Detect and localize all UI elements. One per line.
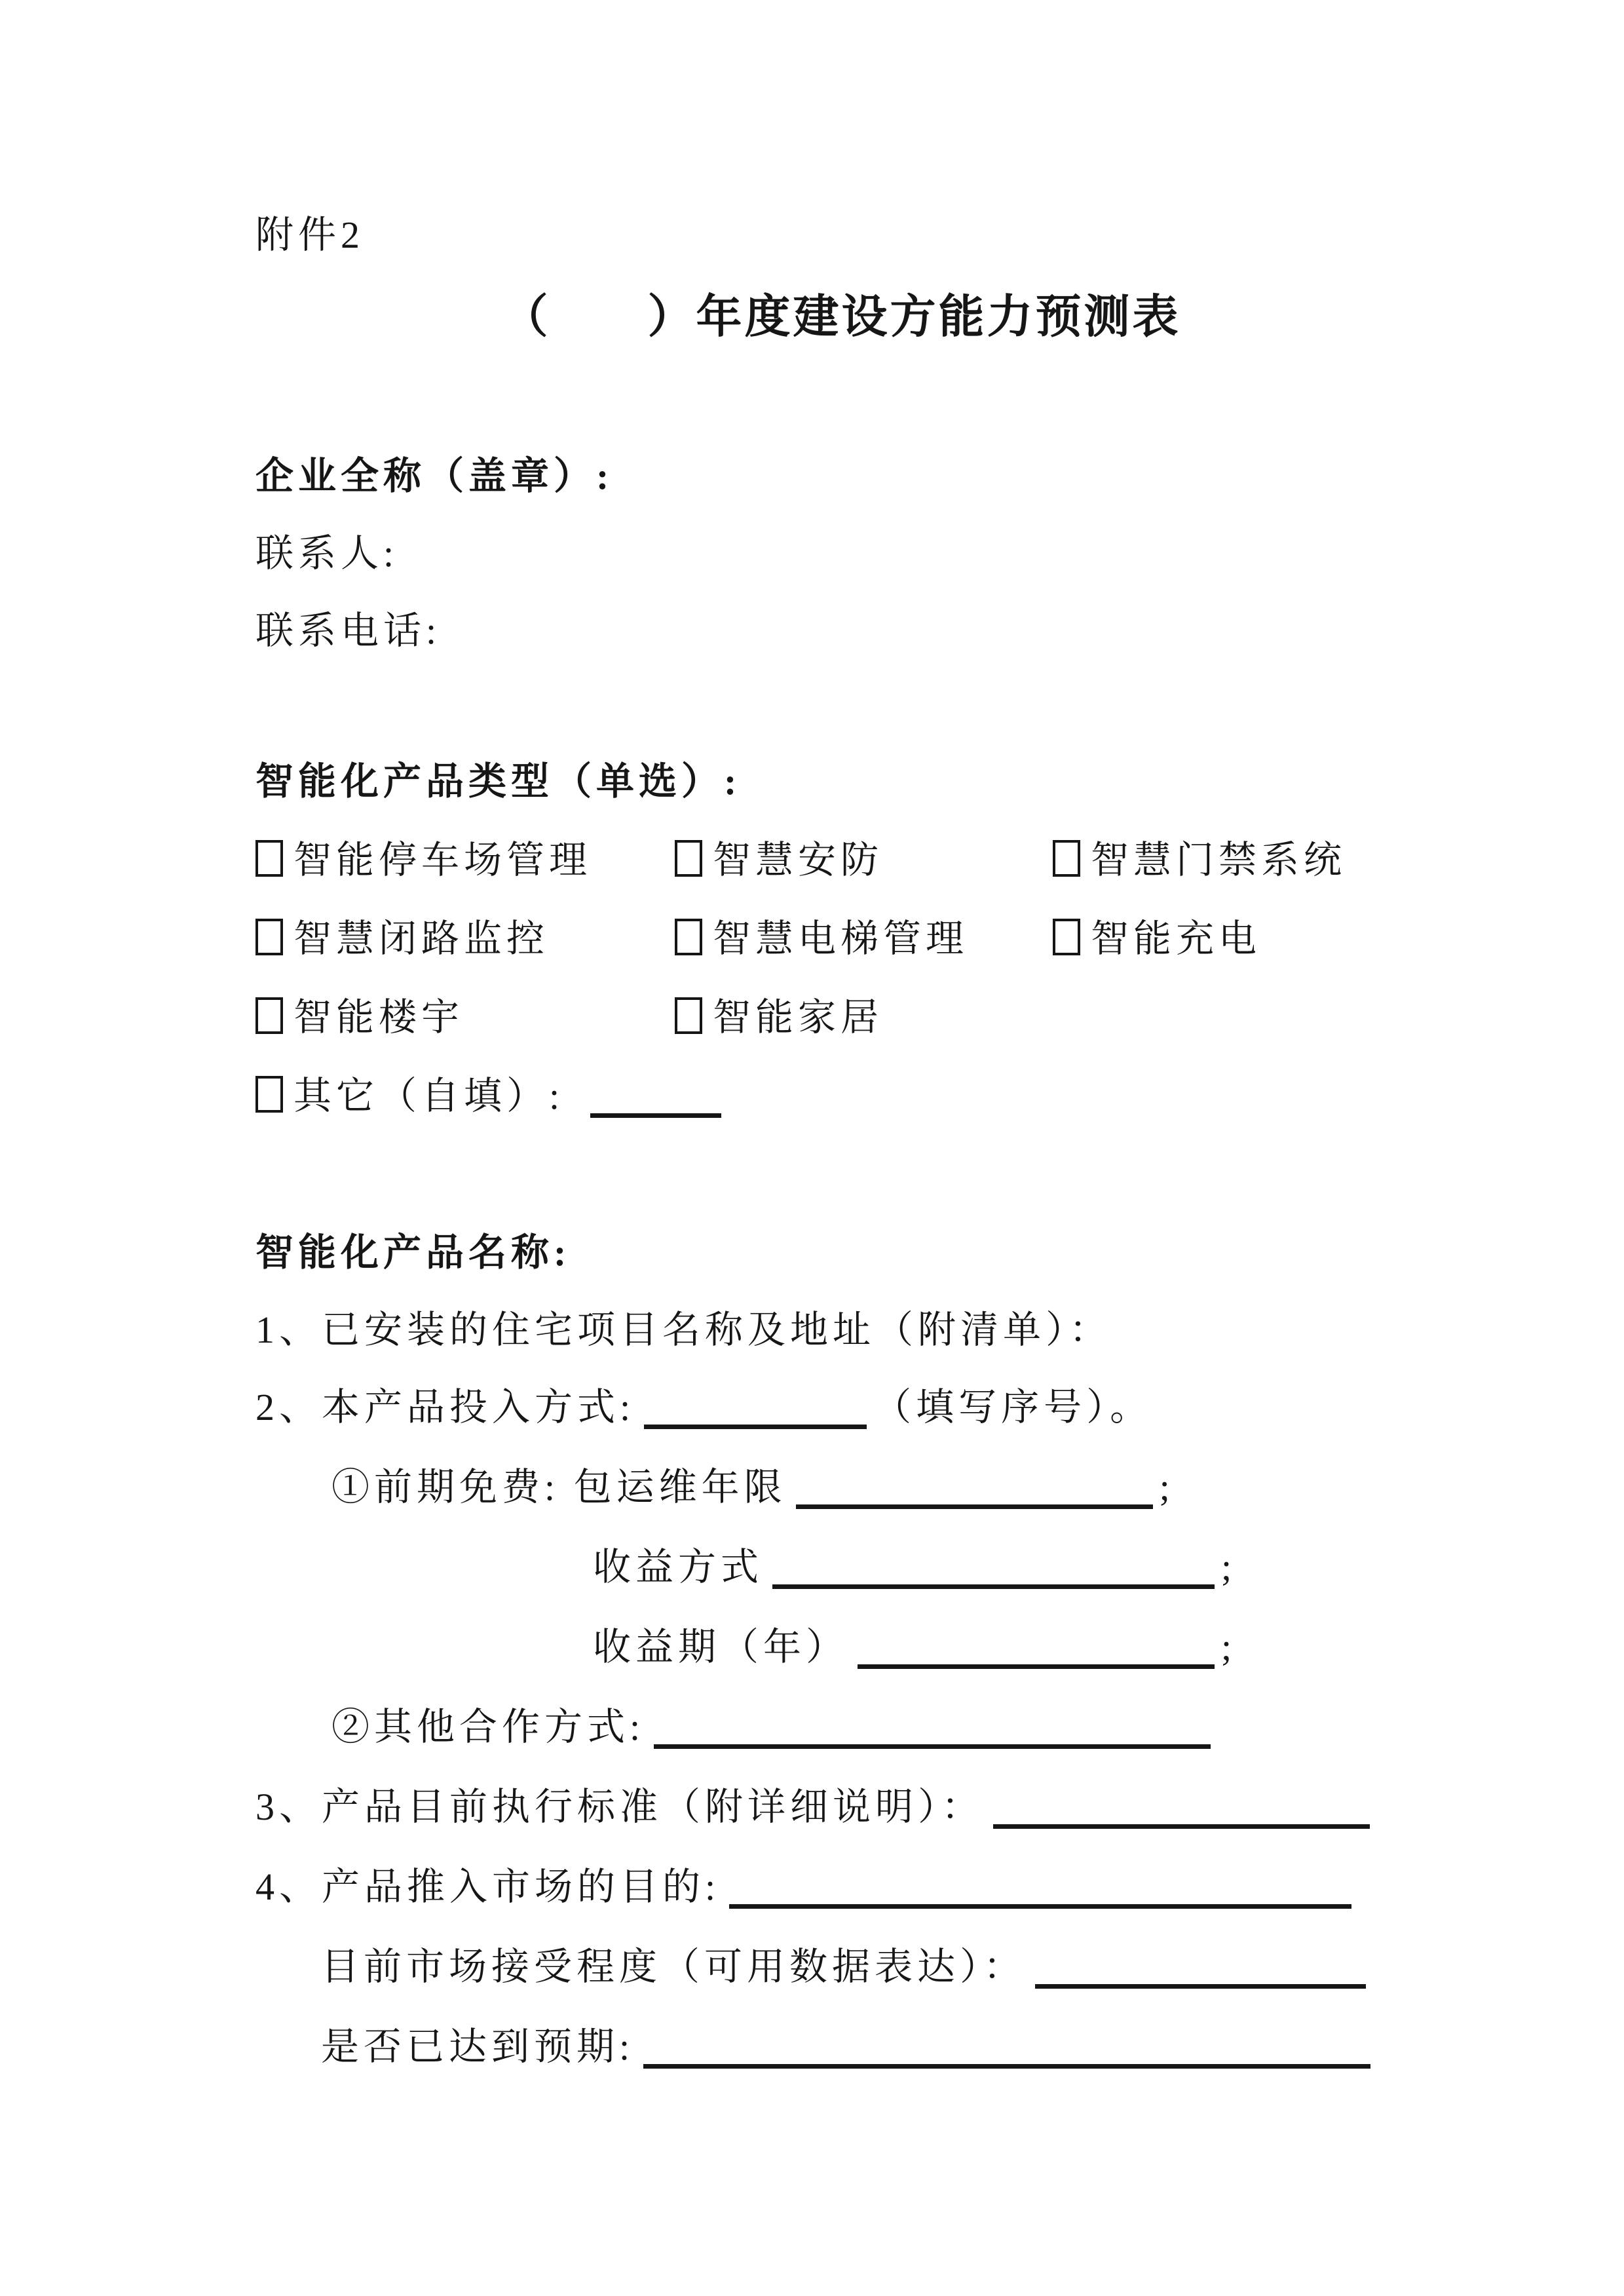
option-cctv-monitoring-label: 智慧闭路监控: [293, 917, 550, 960]
item-2-invest-mode: [255, 1388, 1427, 1429]
option-elevator-management: [675, 919, 1053, 958]
sub-option-2-other-cooperation: [255, 1708, 1427, 1749]
income-mode-delimiter: ;: [1221, 1546, 1237, 1588]
contact-person-label: 联系人:: [255, 532, 399, 575]
item-4-market-acceptance: [255, 1945, 1427, 1989]
option-access-control: [1053, 840, 1346, 879]
other-cooperation-label: ②其他合作方式:: [331, 1706, 645, 1748]
expectation-label: 是否已达到预期:: [321, 2025, 635, 2068]
market-purpose-label: 4、产品推入市场的目的:: [255, 1866, 721, 1908]
option-smart-charging: [1053, 919, 1261, 958]
document-title: （ ）年度建设方能力预测表: [502, 292, 1181, 343]
sub-income-mode: [255, 1548, 1427, 1589]
other-type-blank[interactable]: [590, 1092, 721, 1118]
product-type-row-3: [255, 997, 1427, 1037]
market-acceptance-label: 目前市场接受程度（可用数据表达）：: [321, 1945, 1027, 1988]
income-period-blank[interactable]: [858, 1643, 1215, 1669]
sub-income-period: [255, 1628, 1427, 1669]
option-smart-home: [675, 997, 883, 1037]
option-smart-building-label: 智能楼宇: [293, 996, 464, 1039]
checkbox-cctv-monitoring[interactable]: [255, 919, 283, 955]
sub-option-1-free-period: [255, 1468, 1427, 1509]
company-name-label: 企业全称（盖章）:: [255, 455, 614, 497]
product-type-row-other: [255, 1076, 1427, 1118]
income-mode-blank[interactable]: [772, 1563, 1215, 1589]
option-access-control-label: 智慧门禁系统: [1091, 839, 1347, 881]
product-name-heading: 智能化产品名称:: [255, 1231, 571, 1274]
attachment-label: 附件2: [255, 214, 365, 256]
income-period-delimiter: ;: [1221, 1626, 1237, 1668]
option-elevator-management-label: 智慧电梯管理: [713, 917, 969, 960]
option-cctv-monitoring: [255, 919, 675, 958]
option-smart-security-label: 智慧安防: [713, 839, 884, 881]
standards-label: 3、产品目前执行标准（附详细说明）：: [255, 1786, 985, 1828]
product-type-heading: 智能化产品类型（单选）:: [255, 760, 742, 803]
maintenance-years-blank[interactable]: [796, 1483, 1153, 1509]
checkbox-smart-parking[interactable]: [255, 840, 283, 877]
market-acceptance-blank[interactable]: [1035, 1962, 1366, 1989]
expectation-blank[interactable]: [643, 2042, 1370, 2069]
option-smart-security: [675, 840, 1053, 879]
option-smart-building: [255, 997, 675, 1037]
option-smart-charging-label: 智能充电: [1091, 917, 1262, 960]
checkbox-elevator-management[interactable]: [675, 919, 702, 955]
item-1-installed-projects: 1、已安装的住宅项目名称及地址（附清单）：: [255, 1309, 1112, 1351]
standards-blank[interactable]: [993, 1803, 1370, 1829]
checkbox-smart-home[interactable]: [675, 997, 702, 1034]
product-type-row-2: [255, 919, 1427, 958]
checkbox-other[interactable]: [255, 1076, 283, 1113]
product-type-row-1: [255, 840, 1427, 879]
option-other-label: 其它（自填）:: [293, 1075, 565, 1117]
item-4-expectation: [255, 2025, 1427, 2069]
option-smart-parking: [255, 840, 675, 879]
checkbox-access-control[interactable]: [1053, 840, 1080, 877]
option-smart-parking-label: 智能停车场管理: [293, 839, 592, 881]
item-4-market-purpose: [255, 1868, 1427, 1909]
invest-mode-blank[interactable]: [644, 1403, 867, 1429]
invest-mode-note: （填写序号）。: [873, 1386, 1153, 1428]
checkbox-smart-charging[interactable]: [1053, 919, 1080, 955]
option-smart-home-label: 智能家居: [713, 996, 884, 1039]
other-cooperation-blank[interactable]: [654, 1723, 1211, 1749]
contact-phone-label: 联系电话:: [255, 609, 442, 652]
market-purpose-blank[interactable]: [729, 1883, 1351, 1909]
item-3-standards: [255, 1788, 1427, 1829]
free-period-delimiter: ;: [1159, 1466, 1175, 1508]
income-period-label: 收益期（年）: [593, 1626, 849, 1668]
checkbox-smart-security[interactable]: [675, 840, 702, 877]
free-period-label: ①前期免费: 包运维年限: [331, 1466, 787, 1508]
income-mode-label: 收益方式: [593, 1546, 764, 1588]
invest-mode-label: 2、本产品投入方式:: [255, 1386, 635, 1428]
checkbox-smart-building[interactable]: [255, 997, 283, 1034]
